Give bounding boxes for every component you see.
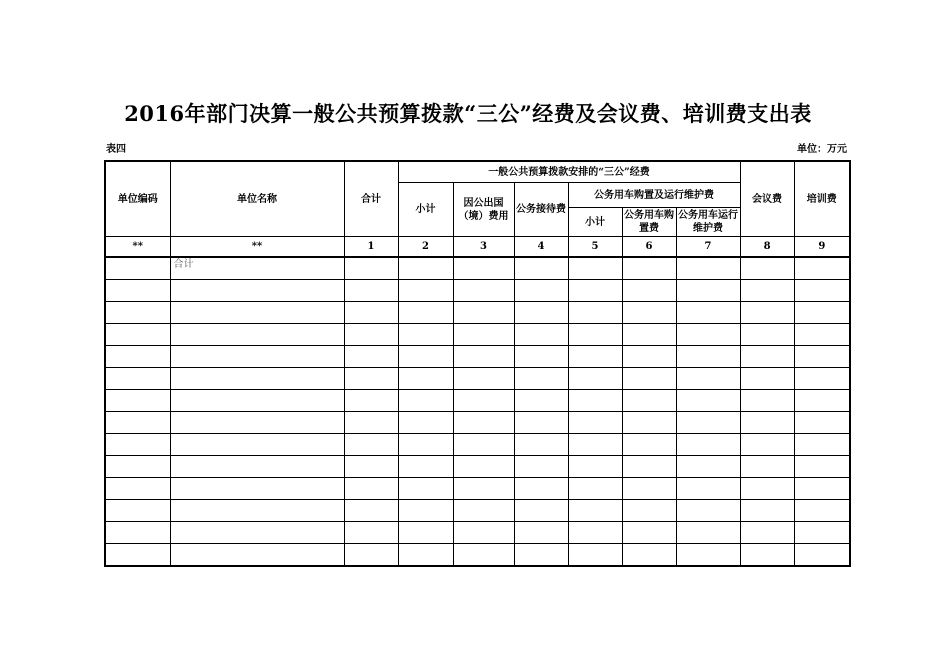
cell-value — [676, 280, 740, 302]
cell-value — [794, 412, 850, 434]
cell-value — [740, 456, 794, 478]
cell-value — [794, 257, 850, 280]
table-row — [105, 280, 850, 302]
cell-value — [398, 544, 453, 567]
unit-label: 单位：万元 — [797, 144, 847, 155]
index-cell: 4 — [514, 237, 568, 258]
table-row — [105, 456, 850, 478]
cell-value — [740, 390, 794, 412]
header-total: 合计 — [344, 161, 398, 237]
header-vehicle-group: 公务用车购置及运行维护费 — [568, 183, 740, 208]
cell-unit-code — [105, 390, 170, 412]
cell-unit-code — [105, 412, 170, 434]
cell-value — [622, 456, 676, 478]
cell-value — [794, 456, 850, 478]
cell-value — [453, 434, 514, 456]
cell-value — [514, 456, 568, 478]
cell-value — [622, 324, 676, 346]
cell-value — [794, 544, 850, 567]
cell-value — [568, 368, 622, 390]
cell-value — [344, 346, 398, 368]
cell-value — [740, 368, 794, 390]
index-cell: 8 — [740, 237, 794, 258]
header-training: 培训费 — [794, 161, 850, 237]
header-vehicle-purchase: 公务用车购置费 — [622, 208, 676, 237]
cell-unit-code — [105, 280, 170, 302]
index-cell: 1 — [344, 237, 398, 258]
cell-value — [568, 280, 622, 302]
cell-value — [740, 257, 794, 280]
cell-value — [398, 434, 453, 456]
cell-value — [514, 368, 568, 390]
cell-value — [514, 257, 568, 280]
cell-value — [398, 346, 453, 368]
cell-value — [344, 456, 398, 478]
cell-unit-code — [105, 456, 170, 478]
cell-unit-code — [105, 434, 170, 456]
cell-unit-name: 合计 — [170, 257, 344, 280]
cell-value — [740, 302, 794, 324]
cell-unit-code — [105, 522, 170, 544]
cell-unit-code — [105, 346, 170, 368]
cell-value — [398, 302, 453, 324]
cell-value — [676, 500, 740, 522]
cell-value — [344, 280, 398, 302]
header-subtotal: 小计 — [398, 183, 453, 237]
cell-value — [794, 368, 850, 390]
cell-value — [740, 324, 794, 346]
cell-value — [794, 478, 850, 500]
cell-unit-name — [170, 434, 344, 456]
index-cell: 6 — [622, 237, 676, 258]
cell-unit-name — [170, 368, 344, 390]
cell-value — [740, 434, 794, 456]
cell-value — [740, 522, 794, 544]
header-meeting: 会议费 — [740, 161, 794, 237]
cell-value — [398, 257, 453, 280]
cell-value — [676, 368, 740, 390]
cell-unit-name — [170, 324, 344, 346]
cell-value — [568, 346, 622, 368]
index-cell: 7 — [676, 237, 740, 258]
expense-table — [104, 160, 851, 567]
cell-value — [514, 434, 568, 456]
cell-value — [398, 500, 453, 522]
cell-value — [514, 478, 568, 500]
cell-value — [453, 302, 514, 324]
cell-value — [622, 412, 676, 434]
cell-value — [568, 456, 622, 478]
cell-value — [568, 434, 622, 456]
cell-unit-name — [170, 456, 344, 478]
cell-value — [676, 346, 740, 368]
cell-value — [568, 324, 622, 346]
cell-unit-code — [105, 324, 170, 346]
cell-unit-code — [105, 257, 170, 280]
cell-value — [676, 412, 740, 434]
cell-value — [622, 368, 676, 390]
cell-unit-name — [170, 302, 344, 324]
cell-value — [794, 500, 850, 522]
cell-value — [622, 500, 676, 522]
header-vehicle-maintenance: 公务用车运行维护费 — [676, 208, 740, 237]
cell-value — [622, 346, 676, 368]
cell-value — [398, 324, 453, 346]
cell-value — [676, 390, 740, 412]
cell-unit-name — [170, 412, 344, 434]
cell-value — [676, 302, 740, 324]
cell-value — [344, 412, 398, 434]
header-unit-code: 单位编码 — [105, 161, 170, 237]
cell-value — [622, 302, 676, 324]
cell-value — [453, 257, 514, 280]
cell-unit-name — [170, 478, 344, 500]
cell-value — [794, 280, 850, 302]
cell-value — [514, 412, 568, 434]
cell-value — [344, 434, 398, 456]
cell-value — [676, 544, 740, 567]
cell-unit-code — [105, 302, 170, 324]
cell-value — [514, 302, 568, 324]
cell-value — [622, 434, 676, 456]
cell-value — [344, 257, 398, 280]
index-cell: 2 — [398, 237, 453, 258]
cell-value — [453, 412, 514, 434]
cell-value — [344, 324, 398, 346]
cell-value — [622, 544, 676, 567]
cell-value — [676, 478, 740, 500]
cell-value — [344, 500, 398, 522]
index-cell: 9 — [794, 237, 850, 258]
cell-value — [740, 478, 794, 500]
table-number: 表四 — [106, 144, 126, 155]
cell-value — [622, 280, 676, 302]
cell-value — [453, 478, 514, 500]
cell-value — [514, 280, 568, 302]
header-vehicle-subtotal: 小计 — [568, 208, 622, 237]
cell-value — [794, 346, 850, 368]
table-row — [105, 390, 850, 412]
cell-value — [453, 522, 514, 544]
table-row — [105, 500, 850, 522]
cell-value — [676, 434, 740, 456]
cell-value — [568, 522, 622, 544]
cell-value — [398, 390, 453, 412]
cell-value — [622, 257, 676, 280]
cell-value — [453, 390, 514, 412]
table-row — [105, 478, 850, 500]
cell-value — [514, 500, 568, 522]
cell-value — [622, 478, 676, 500]
cell-unit-code — [105, 368, 170, 390]
cell-value — [740, 412, 794, 434]
cell-value — [398, 456, 453, 478]
cell-unit-code — [105, 500, 170, 522]
table-row — [105, 434, 850, 456]
cell-value — [568, 500, 622, 522]
cell-value — [568, 412, 622, 434]
table-row — [105, 522, 850, 544]
cell-value — [453, 346, 514, 368]
cell-value — [794, 390, 850, 412]
cell-value — [453, 500, 514, 522]
cell-value — [740, 544, 794, 567]
cell-value — [453, 456, 514, 478]
cell-value — [568, 257, 622, 280]
cell-value — [344, 522, 398, 544]
cell-unit-name — [170, 500, 344, 522]
cell-unit-name — [170, 346, 344, 368]
cell-value — [568, 302, 622, 324]
table-row — [105, 412, 850, 434]
cell-value — [794, 434, 850, 456]
cell-value — [514, 346, 568, 368]
cell-value — [344, 390, 398, 412]
table-row — [105, 257, 850, 280]
cell-value — [453, 324, 514, 346]
cell-value — [398, 412, 453, 434]
cell-value — [740, 500, 794, 522]
cell-value — [344, 478, 398, 500]
cell-value — [344, 544, 398, 567]
cell-value — [398, 368, 453, 390]
header-reception: 公务接待费 — [514, 183, 568, 237]
header-abroad: 因公出国（境）费用 — [453, 183, 514, 237]
index-cell: 3 — [453, 237, 514, 258]
page-title: 2016年部门决算一般公共预算拨款“三公”经费及会议费、培训费支出表 — [124, 101, 812, 126]
cell-value — [514, 522, 568, 544]
table-row — [105, 324, 850, 346]
index-cell: ** — [170, 237, 344, 258]
index-row — [105, 237, 850, 258]
header-three-public-group: 一般公共预算拨款安排的“三公”经费 — [398, 161, 740, 183]
index-cell: 5 — [568, 237, 622, 258]
table-body — [105, 257, 850, 566]
cell-unit-code — [105, 544, 170, 567]
cell-value — [514, 544, 568, 567]
cell-value — [676, 324, 740, 346]
cell-value — [740, 280, 794, 302]
cell-unit-name — [170, 544, 344, 567]
cell-unit-name — [170, 390, 344, 412]
cell-value — [676, 456, 740, 478]
cell-value — [398, 478, 453, 500]
cell-value — [794, 324, 850, 346]
cell-value — [453, 544, 514, 567]
header-unit-name: 单位名称 — [170, 161, 344, 237]
table-row — [105, 368, 850, 390]
table-row — [105, 346, 850, 368]
cell-value — [794, 522, 850, 544]
cell-value — [398, 280, 453, 302]
cell-value — [514, 324, 568, 346]
cell-value — [676, 257, 740, 280]
cell-unit-code — [105, 478, 170, 500]
table-row — [105, 302, 850, 324]
cell-value — [398, 522, 453, 544]
cell-value — [453, 280, 514, 302]
cell-value — [344, 368, 398, 390]
cell-value — [740, 346, 794, 368]
cell-value — [676, 522, 740, 544]
cell-value — [794, 302, 850, 324]
index-cell: ** — [105, 237, 170, 258]
cell-value — [514, 390, 568, 412]
cell-value — [622, 522, 676, 544]
cell-value — [453, 368, 514, 390]
cell-value — [344, 302, 398, 324]
cell-unit-name — [170, 522, 344, 544]
table-row — [105, 544, 850, 567]
cell-unit-name — [170, 280, 344, 302]
cell-value — [568, 544, 622, 567]
cell-value — [622, 390, 676, 412]
cell-value — [568, 478, 622, 500]
cell-value — [568, 390, 622, 412]
